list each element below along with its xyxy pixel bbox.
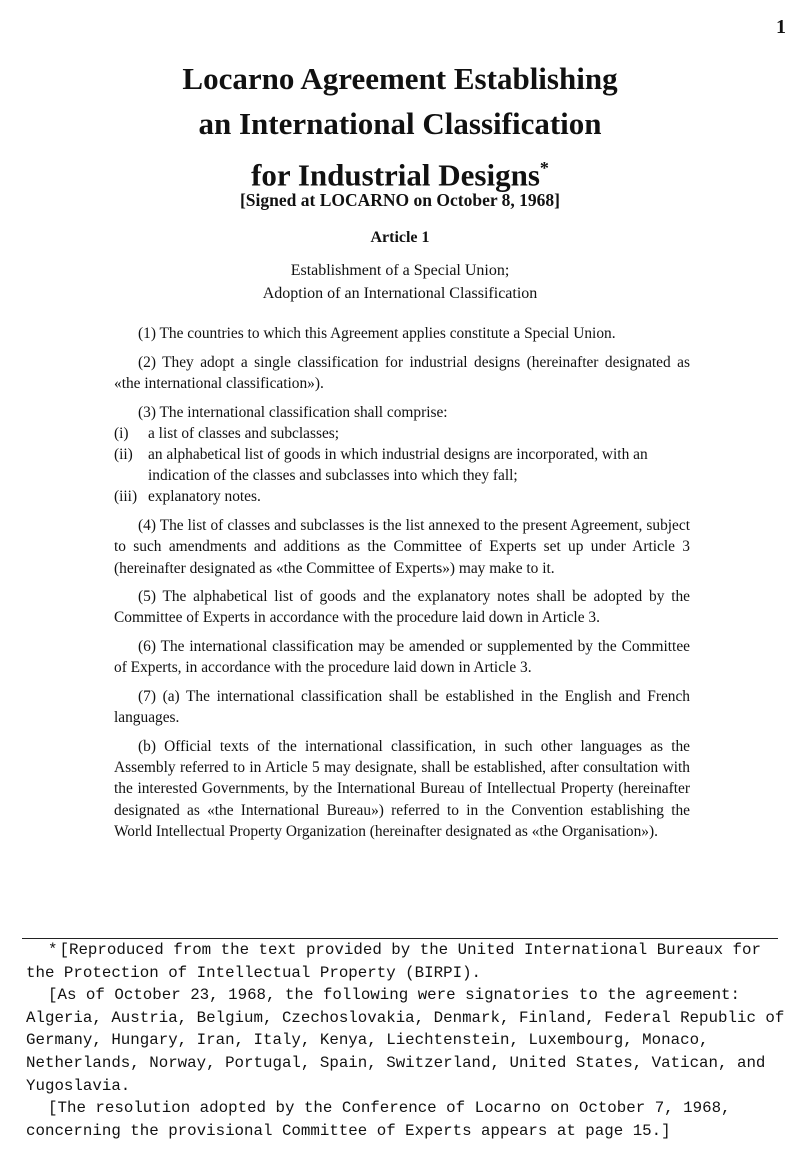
footnotes [26,939,796,1142]
title-line-3-text: for Industrial Designs [251,157,540,193]
article-caption [0,259,800,305]
list-item-text: a list of classes and subclasses; [148,424,340,442]
list-item [114,444,690,486]
title-footnote-marker: * [539,158,549,178]
footnote-2: [As of October 23, 1968, the following were signatories to the agreement: Algeria, Austria, Belgium, Czechoslovakia, Denmark, Finland, Federal Republic of Germany, Hungary, Iran, Italy, Kenya, Liechtenstein, Luxembourg, Monaco, Netherlands, Norway, Portugal, Spain, Switzerland, United States, Vatican, and Yugoslavia. [26,986,785,1095]
list-item-text: explanatory notes. [148,488,261,506]
list-item-number: (ii) [114,446,133,464]
title-line-1: Locarno Agreement Establishing [182,61,618,96]
footnote-1-text: [Reproduced from the text provided by the United International Bureaux for the Protection of Intellectual Property (BIRPI). [26,941,761,982]
list-item-number: (iii) [114,488,138,506]
article-caption-line-2: Adoption of an International Classification [262,285,538,302]
article-body [114,323,690,849]
paragraph-4: (4) The list of classes and subclasses is the list annexed to the present Agreement, subject to such amendments and additions as the Committee of Experts set up under Article 3 (hereinafter designated as «the Committee of Experts») may make to it. [114,517,690,577]
document-title [0,56,800,197]
footnote-3: [The resolution adopted by the Conference of Locarno on October 7, 1968, concerning the provisional Committee of Experts appears at page 15.] [26,1099,731,1140]
signing-note: [Signed at LOCARNO on October 8, 1968] [239,190,561,210]
list-item [114,486,690,507]
list-item [114,423,690,444]
list-item-number: (i) [114,424,129,442]
paragraph-7a: (7) (a) The international classification shall be established in the English and French languages. [114,688,690,727]
article-heading: Article 1 [370,229,430,246]
title-line-2: an International Classification [198,106,602,141]
paragraph-1: (1) The countries to which this Agreement applies constitute a Special Union. [138,325,616,342]
paragraph-2: (2) They adopt a single classification for industrial designs (hereinafter designated as «the international classification»). [114,353,690,392]
article-caption-line-1: Establishment of a Special Union; [290,262,510,279]
footnote-marker: * [48,941,58,959]
paragraph-6: (6) The international classification may be amended or supplemented by the Committee of Experts, in accordance with the procedure laid down in Article 3. [114,638,690,677]
paragraph-3-intro: (3) The international classification shall comprise: [138,403,448,421]
list-item-text: an alphabetical list of goods in which industrial designs are incorporated, with an indication of the classes and subclasses into which they fall; [148,446,648,485]
footnote-1 [26,939,796,984]
paragraph-7b: (b) Official texts of the international classification, in such other languages as the Assembly referred to in Article 5 may designate, shall be established, after consultation with the interested Governments, by the International Bureau of Intellectual Property (hereinafter designated as «the International Bureau») referred to in the Convention establishing the World Intellectual Property Organization (hereinafter designated as «the Organisation»). [114,737,690,840]
paragraph-5: (5) The alphabetical list of goods and the explanatory notes shall be adopted by the Committee of Experts in accordance with the procedure laid down in Article 3. [114,588,690,627]
page-number: 1 [776,16,786,38]
